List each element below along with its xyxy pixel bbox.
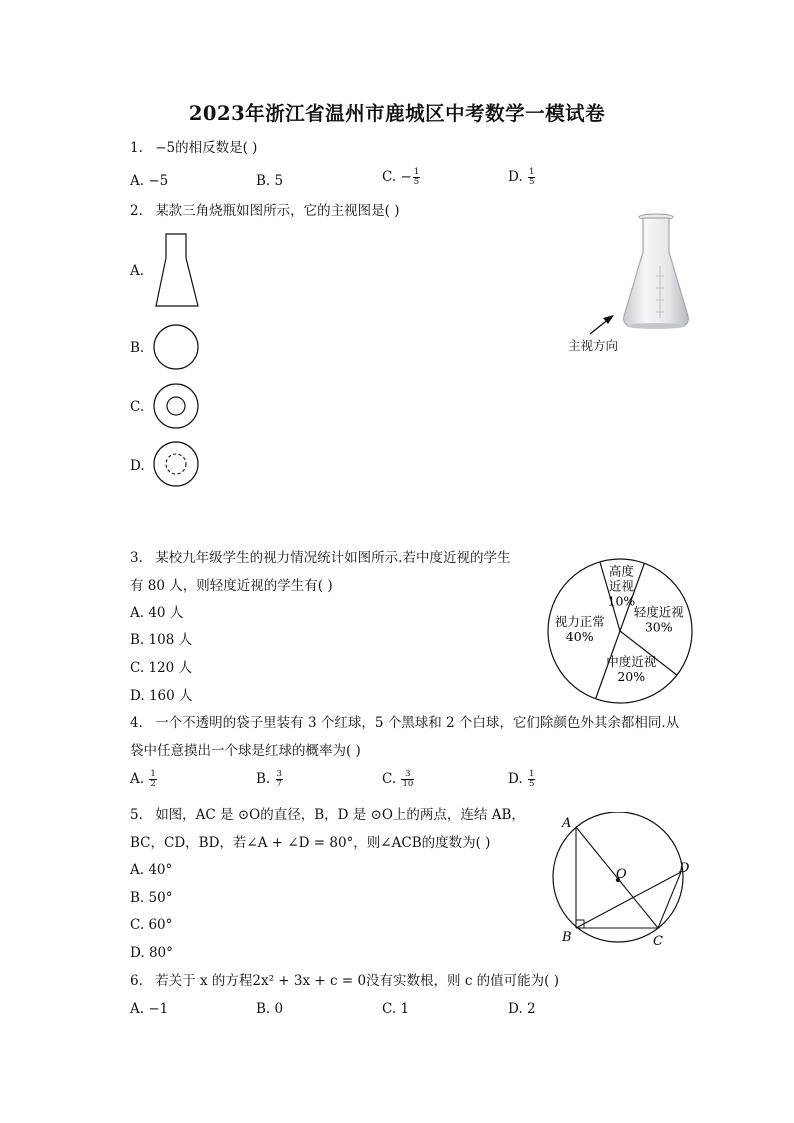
- denominator: 7: [276, 779, 282, 789]
- q3-option-b[interactable]: [130, 631, 192, 649]
- q2-flask-figure: [560, 206, 700, 356]
- q6-option-c[interactable]: [382, 1000, 409, 1018]
- pie-slice-label: 近视: [608, 578, 634, 594]
- q5-text-line2: BC，CD，BD，若∠A + ∠D = 80°，则∠ACB的度数为( ): [130, 835, 491, 851]
- paper-title: 2023年浙江省温州市鹿城区中考数学一模试卷: [188, 102, 606, 125]
- q1-text: −5的相反数是( ): [155, 140, 258, 156]
- denominator: 2: [150, 779, 156, 789]
- fraction: [401, 770, 414, 789]
- option-label: B.: [130, 632, 145, 648]
- fraction: [528, 168, 535, 187]
- pie-slice-label: 中度近视: [606, 654, 657, 670]
- q5-option-a[interactable]: [130, 861, 172, 879]
- inner-circle-icon: [167, 397, 185, 415]
- point-o-label: O: [616, 867, 627, 882]
- q5-option-c[interactable]: [130, 916, 172, 934]
- denominator: 10: [402, 779, 414, 789]
- option-text: 1: [400, 1001, 410, 1017]
- q2-text: 某款三角烧瓶如图所示，它的主视图是( ): [155, 203, 400, 219]
- q6-option-a[interactable]: [130, 1000, 168, 1018]
- question-2: [130, 202, 400, 220]
- erlenmeyer-flask-icon: [624, 214, 689, 329]
- q2-option-b-label[interactable]: B.: [130, 340, 145, 356]
- q1-option-a[interactable]: [130, 172, 168, 190]
- q4-text-line1: 一个不透明的袋子里装有 3 个红球，5 个黑球和 2 个白球，它们除颜色外其余都相同.从: [155, 715, 680, 731]
- q4-option-c[interactable]: [382, 770, 415, 789]
- option-label: A.: [130, 173, 145, 189]
- option-label: A.: [130, 605, 145, 621]
- question-4-line1: [130, 714, 679, 732]
- q2-option-c-figure[interactable]: [152, 382, 204, 432]
- numerator: 1: [150, 769, 156, 779]
- numerator: 3: [401, 770, 414, 780]
- pie-slice-label: 轻度近视: [633, 604, 684, 620]
- numerator: 1: [528, 167, 535, 177]
- minus-sign: −: [400, 169, 412, 185]
- option-text: 80°: [148, 945, 173, 961]
- outer-circle-icon: [154, 442, 198, 486]
- q5-number: 5.: [130, 807, 143, 823]
- option-text: 60°: [148, 917, 173, 933]
- option-text: 2: [526, 1001, 536, 1017]
- q6-text: 若关于 x 的方程2x² + 3x + c = 0没有实数根，则 c 的值可能为( ): [155, 973, 560, 989]
- q4-text-line2: 袋中任意摸出一个球是红球的概率为( ): [130, 743, 361, 759]
- q2-option-a-figure[interactable]: [150, 230, 206, 312]
- q2-number: 2.: [130, 203, 143, 219]
- arrow-icon: [590, 315, 614, 334]
- view-direction-caption: 主视方向: [568, 338, 619, 353]
- q4-option-b[interactable]: [256, 770, 284, 789]
- fraction: [149, 770, 156, 789]
- option-label: C.: [382, 169, 397, 185]
- question-5-line1: [130, 806, 525, 824]
- pie-slice-percent: 30%: [644, 619, 673, 635]
- option-text: −1: [148, 1001, 169, 1017]
- q2-option-b-figure[interactable]: [152, 323, 204, 373]
- option-text: 40°: [148, 862, 173, 878]
- option-text: 50°: [148, 890, 173, 906]
- numerator: 1: [413, 167, 420, 177]
- option-label: B.: [256, 173, 271, 189]
- q6-number: 6.: [130, 973, 143, 989]
- pie-slice-percent: 10%: [607, 593, 636, 609]
- option-text: 108 人: [148, 632, 193, 648]
- option-label: D.: [130, 688, 145, 704]
- pie-slice-percent: 20%: [617, 669, 646, 685]
- option-label: A.: [130, 1001, 145, 1017]
- option-label: B.: [256, 1001, 271, 1017]
- q4-option-d[interactable]: [508, 770, 536, 789]
- fraction: [413, 168, 420, 187]
- q3-text-line2: 有 80 人，则轻度近视的学生有( ): [130, 578, 333, 594]
- fraction: [528, 770, 535, 789]
- q3-option-c[interactable]: [130, 659, 192, 677]
- q1-option-c[interactable]: [382, 168, 421, 187]
- option-text: 160 人: [148, 688, 193, 704]
- option-label: D.: [508, 1001, 523, 1017]
- option-label: D.: [508, 771, 523, 787]
- point-b-label: B: [562, 930, 572, 945]
- q5-circle-figure: [548, 812, 698, 952]
- q1-option-b[interactable]: [256, 172, 283, 190]
- question-1: [130, 139, 257, 157]
- q4-number: 4.: [130, 715, 143, 731]
- dashed-circle-icon: [166, 454, 186, 474]
- q5-option-d[interactable]: [130, 944, 173, 962]
- pie-slice-percent: 40%: [565, 629, 594, 645]
- option-text: 120 人: [148, 660, 192, 676]
- vision-pie-chart: [540, 556, 700, 706]
- q2-option-d-figure[interactable]: [152, 440, 204, 490]
- outer-circle-icon: [154, 384, 198, 428]
- numerator: 3: [276, 769, 282, 779]
- q6-option-b[interactable]: [256, 1000, 283, 1018]
- segment-bd: [576, 872, 681, 928]
- pie-slice-label: 高度: [608, 563, 634, 579]
- denominator: 5: [413, 177, 420, 187]
- option-label: A.: [130, 862, 145, 878]
- q3-number: 3.: [130, 550, 143, 566]
- option-text: 5: [274, 173, 284, 189]
- q5-text-line1: 如图，AC 是 ⊙O的直径，B，D 是 ⊙O上的两点，连结 AB，: [155, 807, 525, 823]
- question-3-line1: [130, 549, 510, 567]
- denominator: 5: [528, 779, 535, 789]
- numerator: 1: [528, 769, 535, 779]
- q3-option-a[interactable]: [130, 604, 183, 622]
- q2-option-a-label[interactable]: A.: [130, 263, 145, 279]
- q2-option-d-label[interactable]: D.: [130, 458, 145, 474]
- flask-front-view-icon: [156, 234, 198, 306]
- denominator: 5: [528, 177, 535, 187]
- option-label: C.: [382, 771, 397, 787]
- q3-text-line1: 某校九年级学生的视力情况统计如图所示.若中度近视的学生: [155, 550, 511, 566]
- q3-option-d[interactable]: [130, 687, 193, 705]
- option-label: D.: [508, 169, 523, 185]
- pie-slice-label: 视力正常: [554, 614, 605, 630]
- question-6: [130, 972, 559, 990]
- option-label: A.: [130, 771, 145, 787]
- point-c-label: C: [653, 934, 663, 949]
- point-d-label: D: [679, 861, 690, 876]
- q5-option-b[interactable]: [130, 889, 172, 907]
- point-a-label: A: [562, 816, 572, 831]
- q2-option-c-label[interactable]: C.: [130, 399, 145, 415]
- option-text: 40 人: [148, 605, 184, 621]
- option-text: −5: [148, 173, 169, 189]
- option-label: D.: [130, 945, 145, 961]
- q6-option-d[interactable]: [508, 1000, 536, 1018]
- option-label: C.: [130, 660, 145, 676]
- segment-cd: [658, 872, 681, 928]
- fraction: [276, 770, 283, 789]
- circle-icon: [154, 325, 198, 369]
- q1-number: 1.: [130, 140, 143, 156]
- option-label: C.: [130, 917, 145, 933]
- option-label: B.: [130, 890, 145, 906]
- option-text: 0: [274, 1001, 284, 1017]
- q4-option-a[interactable]: [130, 770, 158, 789]
- q1-option-d[interactable]: [508, 168, 536, 187]
- option-label: B.: [256, 771, 271, 787]
- option-label: C.: [382, 1001, 397, 1017]
